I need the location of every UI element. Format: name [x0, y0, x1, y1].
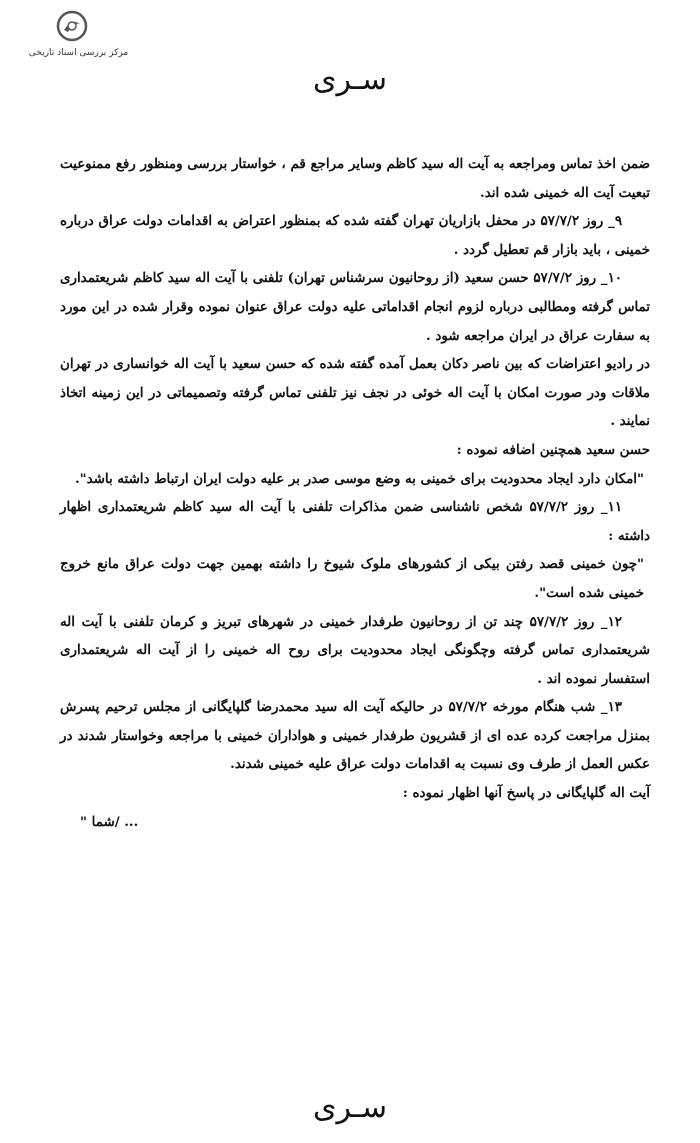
closing-mark: " شما/ ...	[80, 813, 139, 830]
archive-circle-logo-icon	[56, 10, 88, 42]
paragraph-item-13: ۱۳_ شب هنگام مورخه ۵۷/۷/۲ در حالیکه آیت اله سید محمدرضا گلپایگانی از مجلس ترحیم پسرش بمنزل مراجعت کرده عده ای از قشریون طرفدار خمینی و هواداران خمینی با مراجعه وخواستار شدند در عکس العمل از طرف وی نسبت به اقدامات دولت عراق علیه خمینی شدند.	[60, 699, 650, 773]
document-body	[60, 150, 650, 1070]
paragraph-addition: حسن سعید همچنین اضافه نموده :	[456, 441, 650, 458]
paragraph-golpayegani-reply: آیت اله گلپایگانی در پاسخ آنها اظهار نموده :	[402, 785, 650, 802]
paragraph-intro: ضمن اخذ تماس ومراجعه به آیت اله سید کاظم وسایر مراجع قم ، خواستار بررسی ومنظور رفع ممنوعیت تبعیت آیت اله خمینی شده اند.	[60, 156, 650, 201]
archive-logo	[16, 10, 136, 65]
paragraph-item-11: ۱۱_ روز ۵۷/۷/۲ شخص ناشناسی ضمن مذاکرات تلفنی با آیت اله سید کاظم شریعتمداری اظهار داشته :	[60, 499, 650, 544]
paragraph-radio-report: در رادیو اعتراضات که بین ناصر دکان بعمل آمده گفته شده که حسن سعید با آیت اله خوانساری در تهران ملاقات ودر صورت امکان با آیت اله خوئی در نجف نیز تلفنی تماس گرفته وتصمیماتی در این زمینه اتخاذ نمایند .	[60, 356, 650, 430]
classification-footer: سـری	[313, 1090, 387, 1125]
quote-2: "چون خمینی قصد رفتن بیکی از کشورهای ملوک شیوخ را داشته بهمین جهت دولت عراق مانع خروج خمینی شده است".	[60, 556, 644, 601]
quote-1: "امکان دارد ایجاد محدودیت برای خمینی به وضع موسی صدر بر علیه دولت ایران ارتباط داشته باشد".	[75, 470, 644, 487]
classification-header: سـری	[313, 62, 387, 97]
paragraph-item-12: ۱۲_ روز ۵۷/۷/۲ چند تن از روحانیون طرفدار خمینی در شهرهای تبریز و کرمان تلفنی با آیت اله شریعتمداری تماس گرفته وچگونگی ایجاد محدودیت برای روح اله خمینی را از آیت اله شریعتمداری استفسار نموده اند .	[60, 613, 650, 687]
logo-caption: مرکز بررسی اسناد تاریخی	[28, 48, 129, 58]
paragraph-item-10: ۱۰_ روز ۵۷/۷/۲ حسن سعید (از روحانیون سرشناس تهران) تلفنی با آیت اله سید کاظم شریعتمداری تماس گرفته ومطالبی درباره لزوم انجام اقداماتی علیه دولت عراق عنوان نموده وقرار شده در این مورد به سفارت عراق در ایران مراجعه شود .	[60, 270, 650, 344]
paragraph-item-9: ۹_ روز ۵۷/۷/۲ در محفل بازاریان تهران گفته شده که بمنظور اعتراض به اقدامات دولت عراق درباره خمینی ، باید بازار قم تعطیل گردد .	[60, 213, 650, 258]
